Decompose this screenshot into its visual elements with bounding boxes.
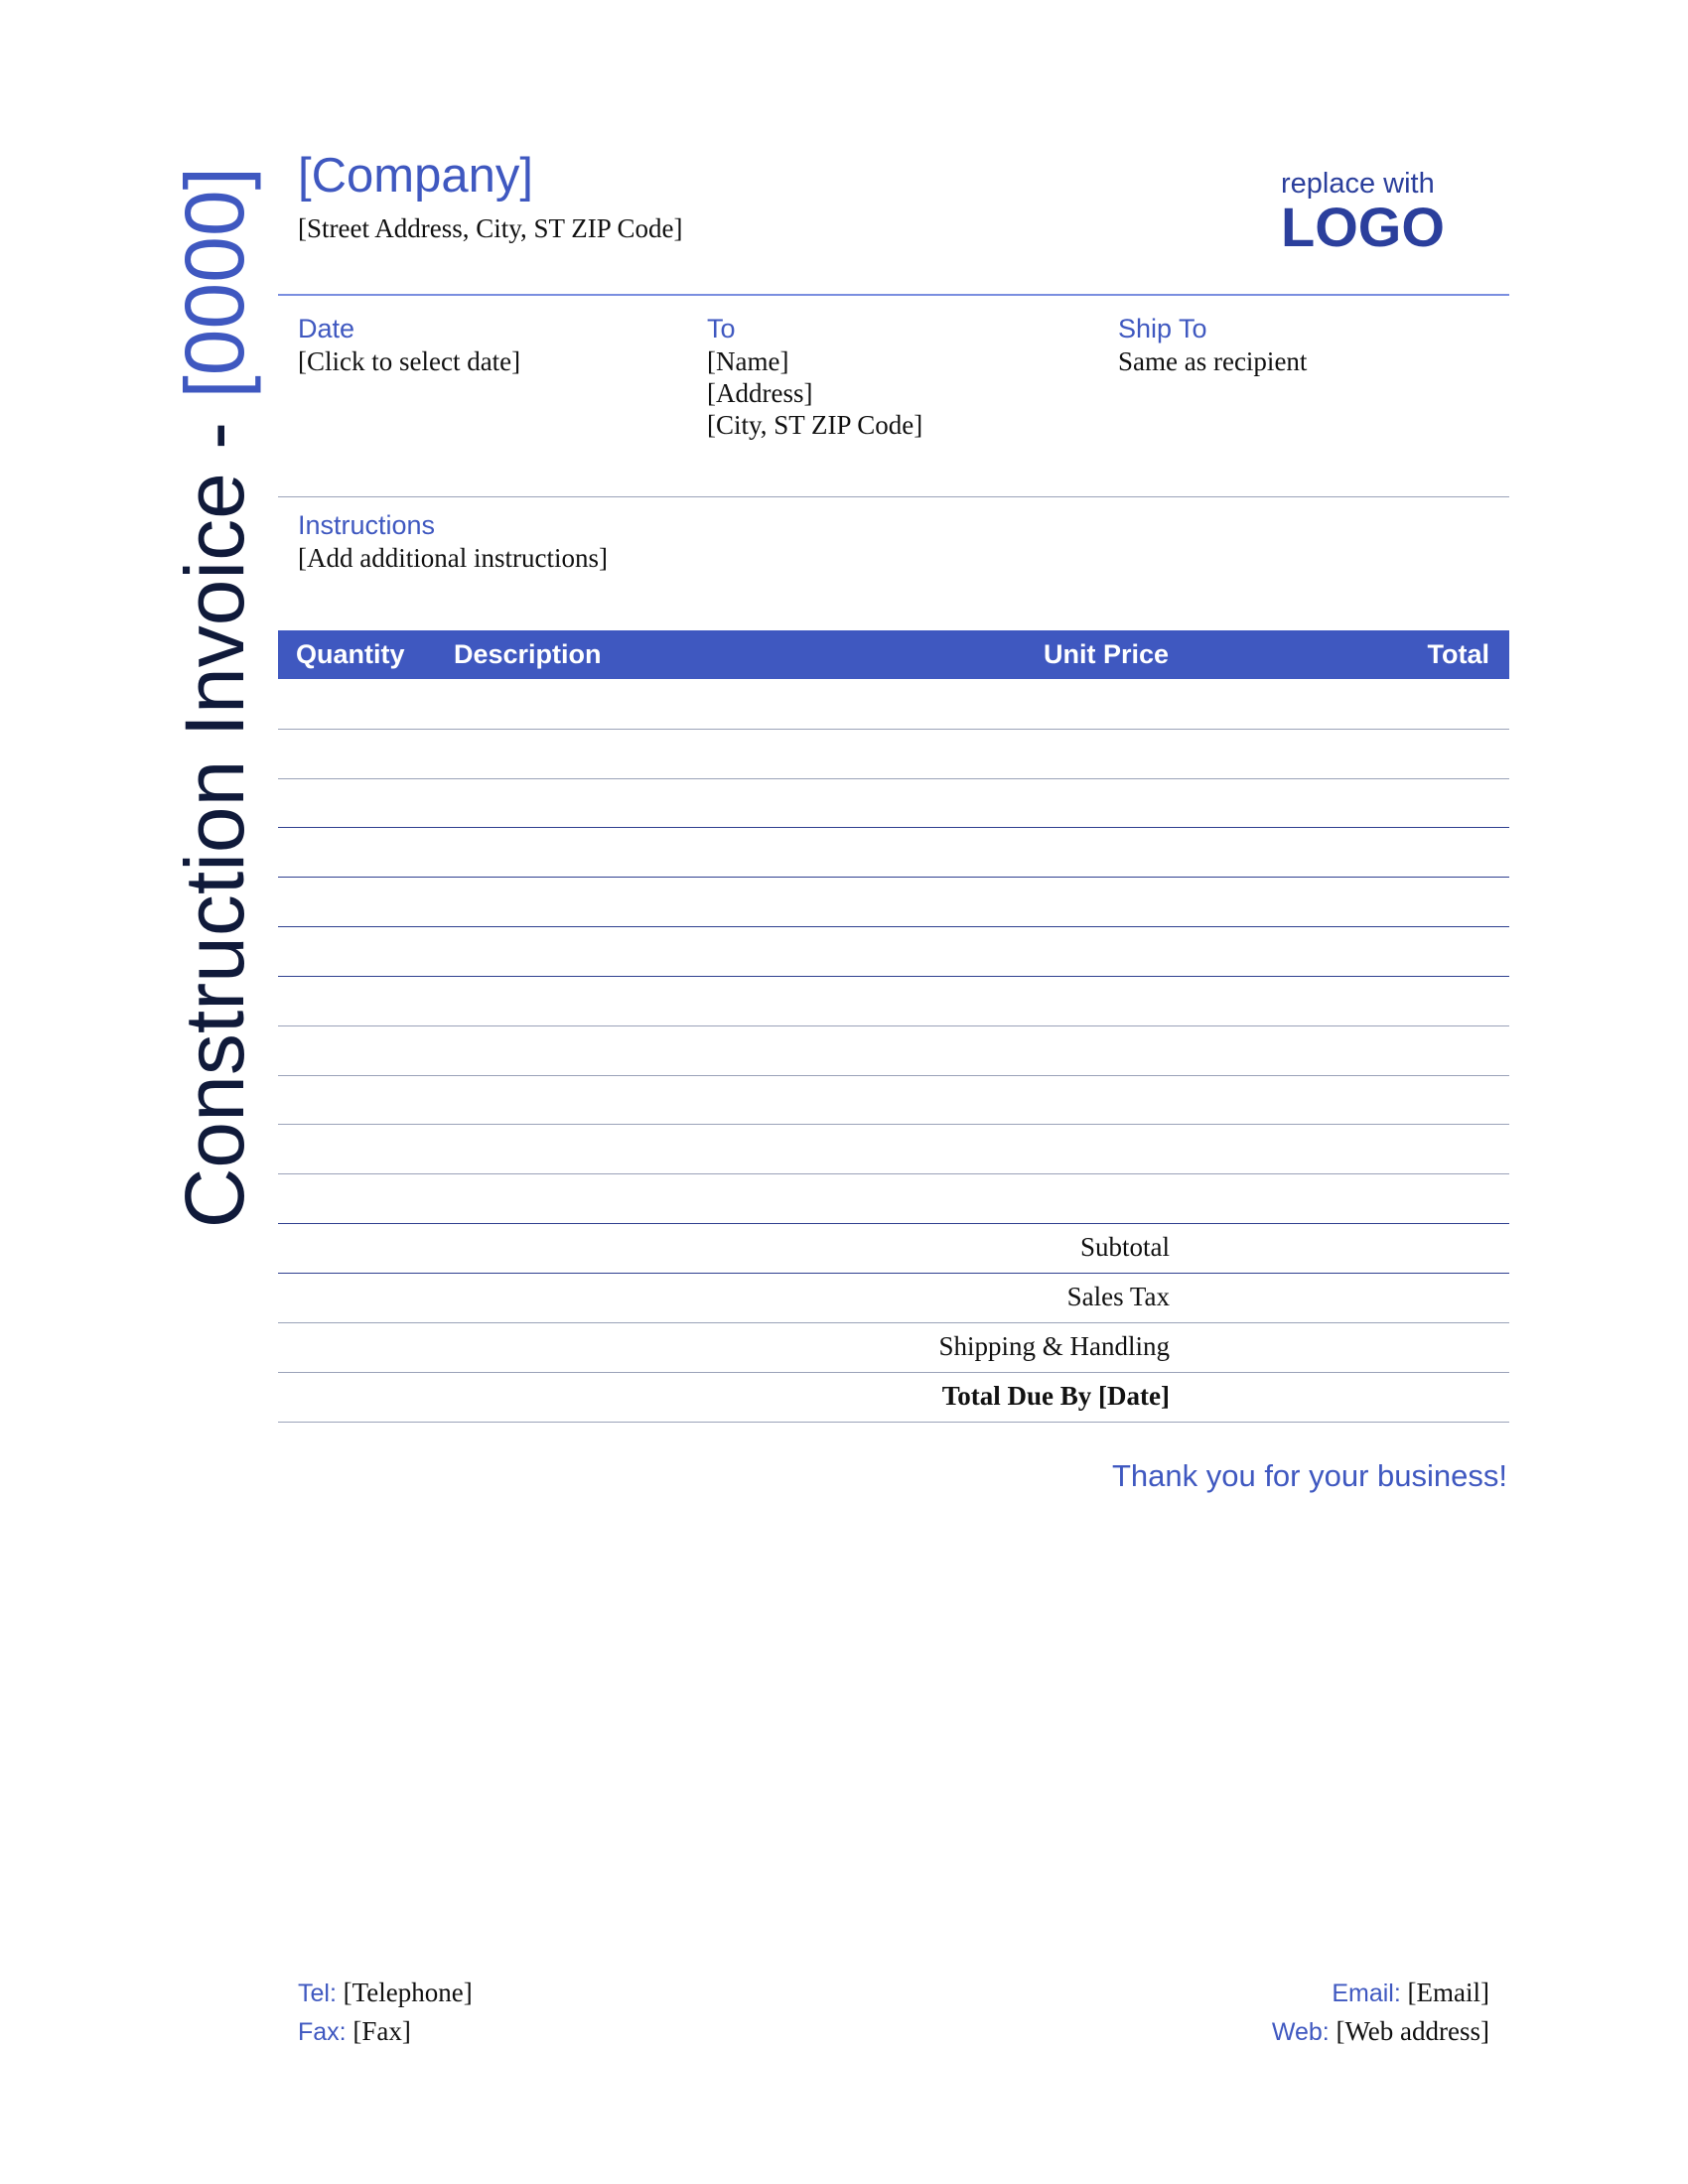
web-label: Web: [1271, 2018, 1330, 2046]
instructions-heading: Instructions [298, 510, 436, 540]
to-section [707, 312, 922, 441]
total-due-label[interactable]: Total Due By [Date] [941, 1381, 1170, 1411]
table-row-line [278, 827, 1509, 828]
invoice-title-text: Construction Invoice [168, 473, 261, 1229]
ship-to-section [1118, 312, 1307, 377]
header-divider [278, 294, 1509, 296]
ship-to-heading: Ship To [1118, 314, 1207, 343]
date-field[interactable]: [Click to select date] [298, 346, 521, 376]
footer-tel [298, 1974, 473, 2012]
thank-you-message: Thank you for your business! [1111, 1458, 1507, 1493]
table-row-line [278, 1223, 1509, 1224]
date-heading: Date [298, 314, 355, 343]
fax-label: Fax: [298, 2018, 347, 2046]
fax-field[interactable]: [Fax] [352, 2016, 411, 2046]
sales-tax-label: Sales Tax [1066, 1282, 1170, 1311]
to-city-field[interactable]: [City, ST ZIP Code] [707, 410, 923, 440]
to-heading: To [707, 314, 736, 343]
summary-row-line [278, 1422, 1509, 1423]
header-unit-price: Unit Price [1043, 639, 1169, 669]
footer-contact-left [298, 1974, 473, 2051]
company-name[interactable]: [Company] [298, 149, 533, 203]
invoice-title-separator: - [168, 398, 261, 474]
invoice-number[interactable]: [0000] [168, 167, 261, 399]
footer-fax [298, 2012, 473, 2051]
header-total: Total [1427, 639, 1489, 669]
table-row-line [278, 1075, 1509, 1076]
table-row-line [278, 877, 1509, 878]
to-name-field[interactable]: [Name] [707, 346, 789, 376]
date-section [298, 312, 520, 377]
table-row-line [278, 926, 1509, 927]
table-row-line [278, 729, 1509, 730]
email-label: Email: [1332, 1979, 1401, 2007]
table-row-line [278, 778, 1509, 779]
table-row-line [278, 1025, 1509, 1026]
tel-label: Tel: [298, 1979, 337, 2007]
shipping-label: Shipping & Handling [938, 1331, 1170, 1361]
to-address-field[interactable]: [Address] [707, 378, 813, 408]
items-table-header [278, 630, 1509, 679]
instructions-field[interactable]: [Add additional instructions] [298, 543, 608, 573]
logo-placeholder-text: LOGO [1281, 196, 1445, 258]
ship-to-field[interactable]: Same as recipient [1118, 346, 1308, 376]
summary-row-line [278, 1273, 1509, 1274]
logo-placeholder-caption: replace with [1281, 168, 1435, 200]
instructions-section [298, 508, 608, 574]
subtotal-label: Subtotal [1079, 1232, 1170, 1262]
table-row-line [278, 1124, 1509, 1125]
email-field[interactable]: [Email] [1407, 1978, 1489, 2007]
table-row-line [278, 976, 1509, 977]
summary-row-line [278, 1322, 1509, 1323]
header-quantity: Quantity [296, 639, 405, 669]
summary-row-line [278, 1372, 1509, 1373]
footer-email [1272, 1974, 1489, 2012]
footer-contact-right [1272, 1974, 1489, 2051]
table-row-line [278, 1173, 1509, 1174]
logo-placeholder[interactable] [1281, 167, 1479, 258]
web-field[interactable]: [Web address] [1336, 2016, 1489, 2046]
header-description: Description [454, 639, 602, 669]
company-address[interactable]: [Street Address, City, ST ZIP Code] [298, 213, 683, 243]
tel-field[interactable]: [Telephone] [343, 1978, 473, 2007]
invoice-title [169, 167, 260, 1259]
info-divider [278, 496, 1509, 497]
footer-web [1272, 2012, 1489, 2051]
